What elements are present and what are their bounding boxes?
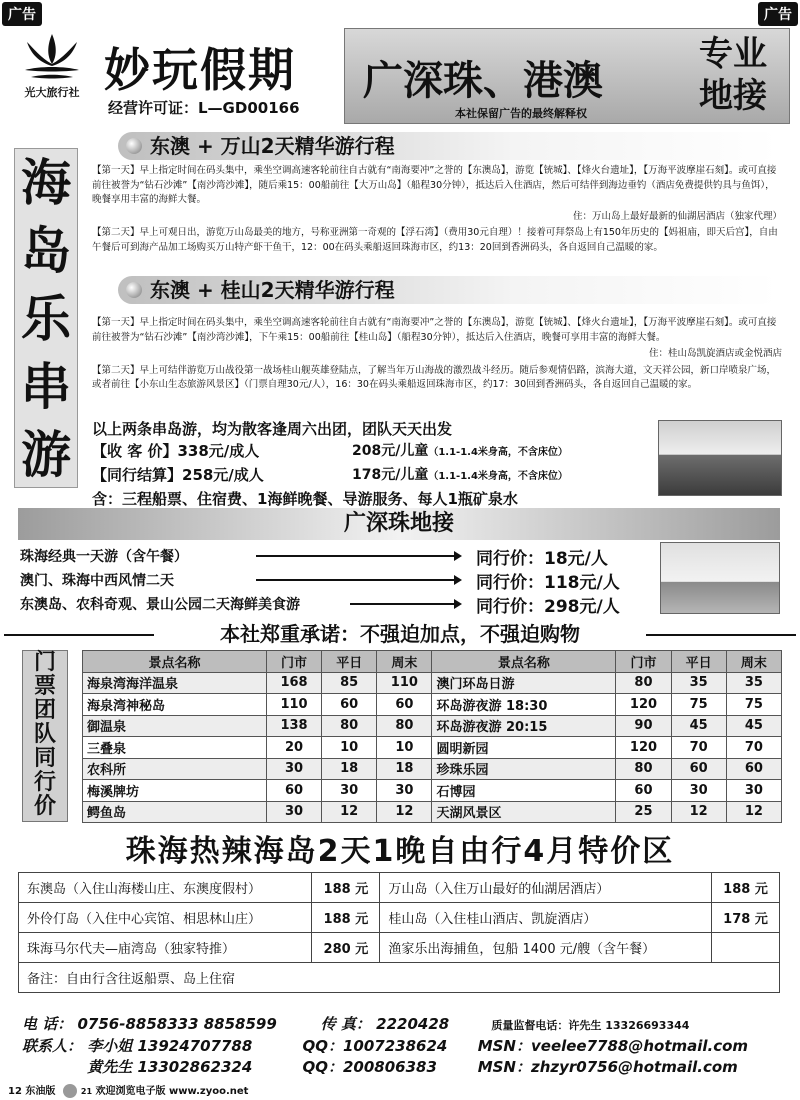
tour-2-day1-stay: 住：桂山岛凯旋酒店或金悦酒店 <box>648 348 782 359</box>
tour-1-day1: 【第一天】早上指定时间在码头集中，乘坐空调高速客轮前往自古就有“南海要冲”之誉的【东澳岛】，游览【铳城】、【烽火台遗址】，【万海平波摩崖石刻】。或可直接前往被誉为“钻石沙滩”【南沙湾沙滩】，随后乘15：00船前往【大万山岛】（船程30分钟），抵达后入住酒店，然后可结伴到海边垂钓（酒店免费提供钓具与鱼饵），晚餐享用丰富的海鲜大餐。 <box>92 165 777 205</box>
col-header: 周末 <box>726 651 781 673</box>
gz-item <box>20 592 660 616</box>
bullet-icon <box>126 282 142 298</box>
table-row <box>83 758 782 780</box>
table-row <box>83 715 782 737</box>
person-label: 联系人： <box>22 1037 83 1055</box>
arrow-icon <box>350 603 460 605</box>
price-cell: 60 <box>377 694 432 716</box>
vertical-char: 票 <box>33 674 56 699</box>
col-header: 门市 <box>616 651 671 673</box>
col-header: 周末 <box>377 651 432 673</box>
price-cell: 90 <box>616 715 671 737</box>
attraction-name: 御温泉 <box>83 715 267 737</box>
fax-number: 2220428 <box>376 1015 450 1033</box>
price-cell: 35 <box>671 672 726 694</box>
price-cell: 110 <box>377 672 432 694</box>
price-cell: 30 <box>322 780 377 802</box>
attraction-name: 天湖风景区 <box>432 801 616 823</box>
free-travel-remark-row <box>19 963 780 993</box>
free-item-price: 178 元 <box>712 903 780 933</box>
vertical-char: 队 <box>33 722 56 747</box>
contact-block <box>22 1014 792 1078</box>
gz-item-name: 澳门、珠海中西风情二天 <box>20 573 174 589</box>
vertical-char: 门 <box>33 650 56 675</box>
tour-1-itinerary <box>92 164 782 257</box>
price-cell: 30 <box>266 758 321 780</box>
arrow-icon <box>256 555 460 557</box>
tour-1-day1-stay: 住：万山岛上最好最新的仙湖居酒店（独家代理） <box>572 210 782 222</box>
price-cell: 75 <box>726 694 781 716</box>
lotus-logo-icon <box>21 30 83 82</box>
ticket-price-table <box>82 650 782 823</box>
attraction-name: 珍珠乐园 <box>432 758 616 780</box>
vertical-char: 行 <box>33 770 56 795</box>
person-2-qq: QQ：200806383 <box>302 1058 437 1076</box>
gz-item-name: 东澳岛、农科奇观、景山公园二天海鲜美食游 <box>20 597 300 613</box>
tour-1-title: 东澳 + 万山2天精华游行程 <box>150 134 395 158</box>
table-row <box>83 780 782 802</box>
attraction-name: 三叠泉 <box>83 737 267 759</box>
contact-row-person-2 <box>22 1057 792 1078</box>
license-number: 经营许可证：L—GD00166 <box>108 99 300 117</box>
tel-label: 电 话： <box>22 1015 73 1033</box>
free-travel-row <box>19 933 780 963</box>
price-cell: 60 <box>266 780 321 802</box>
vertical-char: 串 <box>21 357 71 416</box>
person-2-msn: MSN：zhzyr0756@hotmail.com <box>477 1058 738 1076</box>
attraction-name: 石博园 <box>432 780 616 802</box>
free-item-name: 桂山岛（入住桂山酒店、凯旋酒店） <box>380 903 712 933</box>
free-item-name: 渔家乐出海捕鱼，包船 1400 元/艘（含午餐） <box>380 933 712 963</box>
price-adult-retail: 【收 客 价】338元/成人 <box>92 442 260 460</box>
free-travel-table <box>18 872 780 993</box>
price-cell: 30 <box>377 780 432 802</box>
free-item-name: 珠海马尔代夫—庙湾岛（独家特推） <box>19 933 312 963</box>
price-cell: 80 <box>616 758 671 780</box>
price-cell: 120 <box>616 737 671 759</box>
statue-photo <box>660 542 780 614</box>
free-item-price: 280 元 <box>312 933 380 963</box>
free-travel-title: 珠海热辣海岛2天1晚自由行4月特价区 <box>125 834 675 869</box>
price-cell: 75 <box>671 694 726 716</box>
price-cell: 12 <box>726 801 781 823</box>
vertical-char: 岛 <box>21 221 71 280</box>
vertical-char: 团 <box>33 698 56 723</box>
table-row <box>83 694 782 716</box>
col-header: 平日 <box>671 651 726 673</box>
price-cell: 168 <box>266 672 321 694</box>
edition-label: 东油版 <box>25 1086 56 1097</box>
price-cell: 110 <box>266 694 321 716</box>
banner-headline: 广深珠、港澳 <box>363 58 603 104</box>
island-tour-prices <box>92 418 652 510</box>
page-number: 12 <box>8 1086 22 1097</box>
attraction-name: 海泉湾神秘岛 <box>83 694 267 716</box>
attraction-name: 海泉湾海洋温泉 <box>83 672 267 694</box>
price-child-retail: 208元/儿童（1.1-1.4米身高，不含床位） <box>352 443 568 459</box>
attraction-name: 农科所 <box>83 758 267 780</box>
ad-tag-left: 广告 <box>2 2 42 26</box>
person-1-msn: MSN：veelee7788@hotmail.com <box>477 1037 749 1055</box>
free-item-price: 188 元 <box>312 903 380 933</box>
gz-item <box>20 544 660 568</box>
brand-title: 妙玩假期 <box>104 43 296 97</box>
free-travel-row <box>19 903 780 933</box>
free-item-price: 188 元 <box>312 873 380 903</box>
free-item-name: 万山岛（入住万山最好的仙湖居酒店） <box>380 873 712 903</box>
badge-number: 21 <box>80 1087 93 1096</box>
price-cell: 60 <box>726 758 781 780</box>
quality-phone: 质量监督电话：许先生 13326693344 <box>491 1019 690 1032</box>
price-cell: 70 <box>671 737 726 759</box>
page-footer <box>8 1082 248 1098</box>
ticket-price-vertical-label <box>22 650 68 822</box>
agency-logo <box>8 24 96 112</box>
tel-number: 0756-8858333 8858599 <box>77 1015 277 1033</box>
tour-2-day2: 【第二天】早上可结伴游览万山战役第一战场桂山舰英雄登陆点，了解当年万山海战的激烈战斗经历。随后参观情侣路，滨海大道，文天祥公园，新口岸喷泉广场，或者前往【小东山生态旅游风景区】（门票自理30元/人），16：30在码头乘船返回珠海市区，约17：30回到香洲码头，各自返回自己温暖的家。 <box>92 364 777 390</box>
attraction-name: 环岛游夜游 20:15 <box>432 715 616 737</box>
gz-item-price: 同行价：118元/人 <box>476 573 620 593</box>
price-cell: 30 <box>671 780 726 802</box>
pro-tag-line2: 地接 <box>699 76 767 116</box>
ad-tag-right: 广告 <box>758 2 798 26</box>
coast-photo <box>658 420 782 496</box>
attraction-name: 梅溪牌坊 <box>83 780 267 802</box>
price-cell: 80 <box>377 715 432 737</box>
tour-1-day2: 【第二天】早上可观日出，游览万山岛最美的地方，号称亚洲第一奇观的【浮石湾】（费用30元自理）！接着可拜祭岛上有150年历史的【妈祖庙，即天后宫】，自由午餐后可到海产品加工场购买万山特产虾干鱼干，12：00在码头乘船返回珠海市区，约13：20回到香洲码头，各自返回自己温暖的家。 <box>92 227 778 253</box>
price-cell: 60 <box>322 694 377 716</box>
col-header: 门市 <box>266 651 321 673</box>
price-cell: 120 <box>616 694 671 716</box>
gz-item-price: 同行价：298元/人 <box>476 597 620 617</box>
tour-1-heading <box>118 132 778 160</box>
table-row <box>83 737 782 759</box>
fax-label: 传 真： <box>320 1015 371 1033</box>
gz-item-price: 同行价：18元/人 <box>476 549 608 569</box>
free-travel-remark: 备注：自由行含往返船票、岛上住宿 <box>19 963 780 993</box>
price-cell: 45 <box>671 715 726 737</box>
vertical-char: 同 <box>33 746 56 771</box>
price-row-agent <box>92 464 652 488</box>
attraction-name: 鳄鱼岛 <box>83 801 267 823</box>
price-cell: 80 <box>616 672 671 694</box>
price-cell: 60 <box>616 780 671 802</box>
price-cell: 12 <box>377 801 432 823</box>
price-cell: 18 <box>322 758 377 780</box>
price-child-agent: 178元/儿童（1.1-1.4米身高，不含床位） <box>352 467 568 483</box>
col-header: 景点名称 <box>83 651 267 673</box>
agency-name: 光大旅行社 <box>24 86 80 99</box>
gz-item <box>20 568 660 592</box>
price-cell: 10 <box>377 737 432 759</box>
price-cell: 12 <box>671 801 726 823</box>
vertical-char: 价 <box>33 794 56 819</box>
price-cell: 12 <box>322 801 377 823</box>
free-item-name: 外伶仃岛（入住中心宾馆、相思林山庄） <box>19 903 312 933</box>
badge-icon <box>63 1084 77 1098</box>
island-tour-vertical-title <box>14 148 78 488</box>
price-cell: 30 <box>726 780 781 802</box>
pro-local-tag <box>685 33 781 117</box>
table-row <box>83 801 782 823</box>
header-banner <box>344 28 790 124</box>
col-header: 平日 <box>322 651 377 673</box>
attraction-name: 圆明新园 <box>432 737 616 759</box>
person-1-qq: QQ：1007238624 <box>302 1037 448 1055</box>
price-cell: 60 <box>671 758 726 780</box>
free-item-name: 东澳岛（入住山海楼山庄、东澳度假村） <box>19 873 312 903</box>
price-cell: 20 <box>266 737 321 759</box>
price-row-retail <box>92 440 652 464</box>
free-item-price <box>712 933 780 963</box>
table-row <box>83 672 782 694</box>
vertical-char: 乐 <box>21 289 71 348</box>
price-cell: 138 <box>266 715 321 737</box>
attraction-name: 澳门环岛日游 <box>432 672 616 694</box>
banner-disclaimer: 本社保留广告的最终解释权 <box>455 107 587 120</box>
attraction-name: 环岛游夜游 18:30 <box>432 694 616 716</box>
price-cell: 80 <box>322 715 377 737</box>
footer-website: 欢迎浏览电子版 www.zyoo.net <box>95 1086 249 1097</box>
price-includes: 含：三程船票、住宿费、1海鲜晚餐、导游服务、每人1瓶矿泉水 <box>92 490 518 508</box>
guangshenzhu-heading: 广深珠地接 <box>18 508 780 540</box>
price-cell: 30 <box>266 801 321 823</box>
price-cell: 10 <box>322 737 377 759</box>
free-travel-row <box>19 873 780 903</box>
free-item-price: 188 元 <box>712 873 780 903</box>
vertical-char: 海 <box>21 153 71 212</box>
col-header: 景点名称 <box>432 651 616 673</box>
vertical-char: 游 <box>21 425 71 484</box>
table-header-row <box>83 651 782 673</box>
bullet-icon <box>126 138 142 154</box>
tour-2-heading <box>118 276 778 304</box>
price-adult-agent: 【同行结算】258元/成人 <box>92 466 264 484</box>
tour-2-day1: 【第一天】早上指定时间在码头集中，乘坐空调高速客轮前往自古就有“南海要冲”之誉的【东澳岛】，游览【铳城】、【烽火台遗址】，【万海平波摩崖石刻】。或可直接前往被誉为“钻石沙滩”【南沙湾沙滩】，下午乘15：00船前往【桂山岛】（船程30分钟），抵达后入住酒店，晚餐可享用丰富的海鲜大餐。 <box>92 317 777 343</box>
price-cell: 45 <box>726 715 781 737</box>
gz-item-name: 珠海经典一天游（含午餐） <box>20 549 188 565</box>
arrow-icon <box>256 579 460 581</box>
person-1: 李小姐 13924707788 <box>87 1037 253 1055</box>
tour-2-title: 东澳 + 桂山2天精华游行程 <box>150 278 395 302</box>
tour-2-itinerary <box>92 316 782 395</box>
price-intro: 以上两条串岛游，均为散客逢周六出团，团队天天出发 <box>92 420 453 438</box>
price-cell: 85 <box>322 672 377 694</box>
agency-promise: 本社郑重承诺：不强迫加点，不强迫购物 <box>0 620 800 648</box>
contact-row-phone <box>22 1014 792 1036</box>
person-2: 黄先生 13302862324 <box>87 1058 253 1076</box>
pro-tag-line1: 专业 <box>699 34 767 74</box>
price-cell: 70 <box>726 737 781 759</box>
price-cell: 35 <box>726 672 781 694</box>
price-cell: 18 <box>377 758 432 780</box>
price-cell: 25 <box>616 801 671 823</box>
contact-row-person-1 <box>22 1036 792 1057</box>
